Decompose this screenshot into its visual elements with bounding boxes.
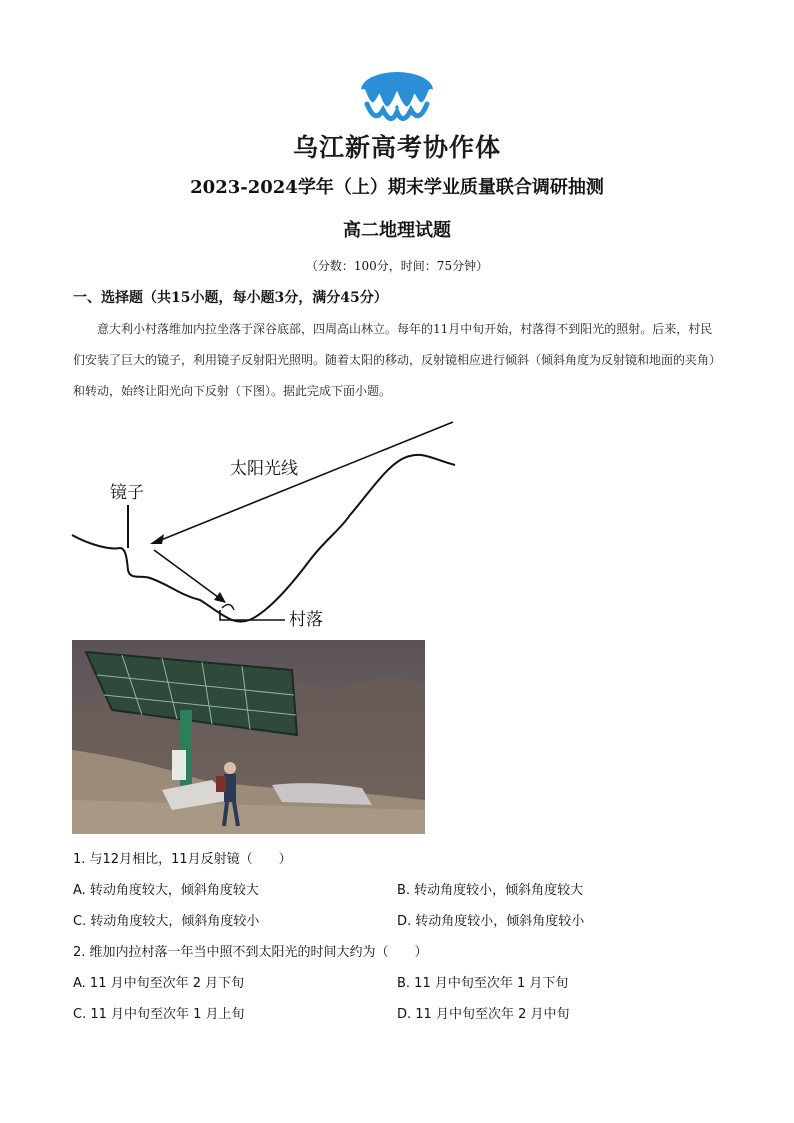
question-2-option-c: C. 11 月中旬至次年 1 月上旬 — [73, 1007, 245, 1022]
section-heading: 一、选择题（共15小题，每小题3分，满分45分） — [73, 290, 388, 306]
mirror-label: 镜子 — [110, 483, 144, 503]
question-1-stem: 1. 与12月相比，11月反射镜（ ） — [73, 852, 292, 867]
wave-logo-icon — [357, 70, 437, 126]
question-2-stem: 2. 维加内拉村落一年当中照不到太阳光的时间大约为（ ） — [73, 945, 428, 960]
question-2-option-a: A. 11 月中旬至次年 2 月下旬 — [73, 976, 245, 991]
question-2-option-d: D. 11 月中旬至次年 2 月中旬 — [397, 1007, 570, 1022]
question-1-option-a: A. 转动角度较大，倾斜角度较大 — [73, 883, 259, 898]
question-1-option-b: B. 转动角度较小，倾斜角度较大 — [397, 883, 584, 898]
exam-subtitle: 高二地理试题 — [343, 220, 451, 241]
brand-name: 乌江新高考协作体 — [292, 133, 501, 162]
exam-title: 2023-2024学年（上）期末学业质量联合调研抽测 — [190, 177, 604, 198]
mirror-photo — [72, 640, 425, 834]
question-1-option-c: C. 转动角度较大，倾斜角度较小 — [73, 914, 260, 929]
sun-ray-label: 太阳光线 — [230, 459, 298, 479]
passage-text: 意大利小村落维加内拉坐落于深谷底部，四周高山林立。每年的11月中旬开始，村落得不到阳光的照射。后来，村民们安装了巨大的镜子，利用镜子反射阳光照明。随着太阳的移动，反射镜相应进行倾斜（倾斜角度为反射镜和地面的夹角）和转动，始终让阳光向下反射（下图）。据此完成下面小题。 — [73, 322, 722, 398]
question-1-option-d: D. 转动角度较小，倾斜角度较小 — [397, 914, 585, 929]
village-label: 村落 — [289, 610, 323, 630]
exam-meta: （分数：100分，时间：75分钟） — [305, 259, 489, 273]
question-2-option-b: B. 11 月中旬至次年 1 月下旬 — [397, 976, 569, 991]
valley-diagram — [70, 420, 470, 635]
